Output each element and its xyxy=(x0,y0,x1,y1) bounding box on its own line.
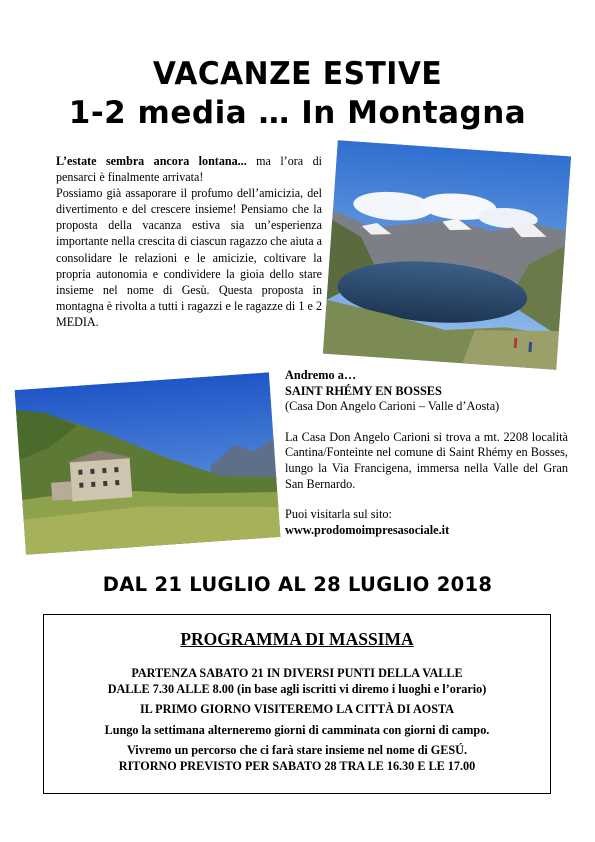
program-line-3: IL PRIMO GIORNO VISITEREMO LA CITTÀ DI AOSTA xyxy=(139,702,455,717)
title-line-2: 1-2 media … In Montagna xyxy=(68,95,527,131)
program-title: PROGRAMMA DI MASSIMA xyxy=(180,629,414,649)
mountain-house-photo xyxy=(15,372,281,554)
intro-body: Possiamo già assaporare il profumo dell’amicizia, del divertimento e del crescere insieme! Pensiamo che la proposta della vacanza estiva sia un’esperienza importante nella crescita di ciascun ragazzo che aiuta a consolidare le relazioni e le amicizie, coltivare la propria autonomia e condividere la gioia dello stare insieme nel nome di Gesù. Questa proposta in montagna è rivolta a tutti i ragazzi e le ragazze di 1 e 2 MEDIA. xyxy=(56,186,322,329)
destination-heading: Andremo a… xyxy=(285,368,357,382)
destination-description: La Casa Don Angelo Carioni si trova a mt. 2208 località Cantina/Fonteinte nel comune di Saint Rhémy en Bosses, lungo la Via Francigena, immersa nella Valle del Gran San Bernardo. xyxy=(285,429,568,491)
program-line-4: Lungo la settimana alterneremo giorni di camminata con giorni di campo. xyxy=(104,722,490,737)
lake-mountain-photo xyxy=(323,140,571,370)
program-box xyxy=(43,614,551,794)
intro-lead-rest: ma l’ora di pensarci è finalmente arrivata! xyxy=(56,154,322,185)
program-line-5: Vivremo un percorso che ci farà stare insieme nel nome di GESÚ. xyxy=(126,743,468,758)
intro-paragraph xyxy=(56,153,322,330)
destination-block xyxy=(285,368,568,538)
program-line-6: RITORNO PREVISTO PER SABATO 28 TRA LE 16.30 E LE 17.00 xyxy=(118,758,476,773)
program-line-1: PARTENZA SABATO 21 IN DIVERSI PUNTI DELLA VALLE xyxy=(131,666,463,680)
vacation-dates: DAL 21 LUGLIO AL 28 LUGLIO 2018 xyxy=(102,573,493,596)
program-line-2: DALLE 7.30 ALLE 8.00 (in base agli iscritti vi diremo i luoghi e l’orario) xyxy=(107,681,487,696)
title-line-1: VACANZE ESTIVE xyxy=(152,56,443,92)
destination-subtitle: (Casa Don Angelo Carioni – Valle d’Aosta) xyxy=(285,399,500,414)
website-link[interactable]: www.prodomoimpresasociale.it xyxy=(285,522,450,537)
visit-label: Puoi visitarla sul sito: xyxy=(285,507,392,522)
destination-place: SAINT RHÉMY EN BOSSES xyxy=(285,383,442,398)
intro-lead: L’estate sembra ancora lontana... xyxy=(56,154,247,168)
